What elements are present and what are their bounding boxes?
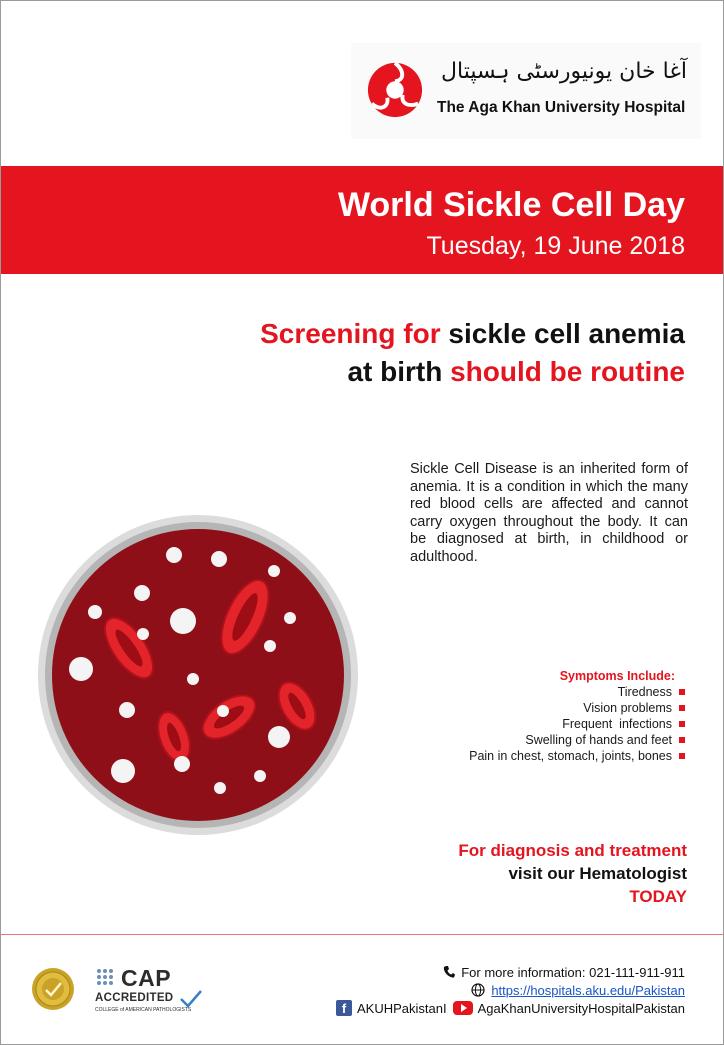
checkmark-icon [179,989,203,1009]
headline [260,315,685,391]
bullet-icon [679,689,685,695]
cap-accreditation-logo [93,965,213,1015]
event-date: Tuesday, 19 June 2018 [426,232,685,260]
cap-subtitle: COLLEGE of AMERICAN PATHOLOGISTS [95,1007,192,1013]
contact-info [336,963,685,1017]
list-item [469,748,685,764]
cta-line1: For diagnosis and treatment [458,841,687,860]
blood-cells-illustration [37,514,359,836]
symptom-text: Swelling of hands and feet [525,733,672,747]
headline-line2-red: should be routine [450,356,685,387]
headline-line2-dark: at birth [347,356,443,387]
disease-description: Sickle Cell Disease is an inherited form of anemia. It is a condition in which the many red blood cells are affected and cannot carry oxygen throughout the body. It can be diagnosed at birth, in childhood or adulthood. [410,461,688,565]
list-item [469,732,685,748]
cap-dots-icon [95,967,119,991]
phone-text: For more information: 021-111-911-911 [461,964,685,980]
bullet-icon [679,737,685,743]
website-link[interactable]: https://hospitals.aku.edu/Pakistan [491,982,685,998]
accreditation-seal-icon [31,967,75,1011]
headline-line1-dark: sickle cell anemia [448,318,685,349]
headline-line1-red: Screening for [260,318,441,349]
contact-website [336,981,685,999]
aku-logo-icon [366,61,424,119]
logo-hospital-name: The Aga Khan University Hospital [437,99,686,116]
phone-icon [443,965,455,979]
symptoms-title: Symptoms Include: [559,669,675,683]
hospital-logo [351,43,701,139]
footer-divider [1,934,724,935]
facebook-icon: f [336,1000,352,1016]
youtube-handle[interactable]: AgaKhanUniversityHospitalPakistan [477,1000,685,1016]
facebook-handle[interactable]: AKUHPakistanI [357,1000,447,1016]
list-item [469,684,685,700]
symptom-text: Vision problems [583,701,672,715]
cap-title: CAP [121,965,172,991]
logo-urdu-text: آغا خان یونیورسٹی ہسپتال [441,59,687,84]
bullet-icon [679,753,685,759]
symptom-text: Pain in chest, stomach, joints, bones [469,749,672,763]
contact-social [336,999,685,1017]
symptom-text: Frequent infections [562,717,672,731]
bullet-icon [679,705,685,711]
symptoms-list [469,669,685,764]
cap-accredited: ACCREDITED [95,992,174,1004]
list-item [469,716,685,732]
youtube-icon [453,1001,473,1015]
cta-line3: TODAY [629,887,687,906]
cta-line2: visit our Hematologist [508,864,687,883]
bullet-icon [679,721,685,727]
globe-icon [471,983,485,997]
symptom-text: Tiredness [617,685,672,699]
event-banner [1,166,724,274]
event-title: World Sickle Cell Day [337,186,685,224]
contact-phone [336,963,685,981]
call-to-action [458,839,687,908]
list-item [469,700,685,716]
